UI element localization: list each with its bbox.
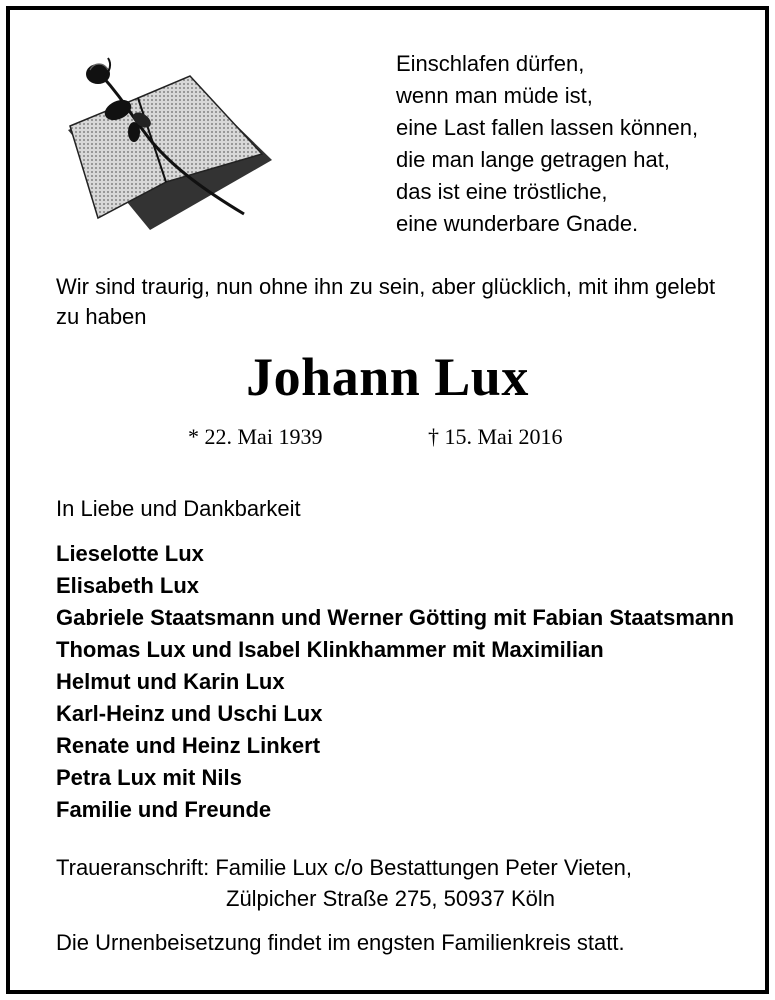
mourner: Thomas Lux und Isabel Klinkhammer mit Maximilian [56, 637, 604, 662]
mourner: Karl-Heinz und Uschi Lux [56, 701, 323, 726]
mourners-list [56, 538, 734, 826]
mourner: Elisabeth Lux [56, 573, 200, 598]
poem-line: Einschlafen dürfen, [396, 51, 585, 76]
intro-text: Wir sind traurig, nun ohne ihn zu sein, aber glücklich, mit ihm gelebt zu haben [56, 274, 716, 329]
address-line: Traueranschrift: Familie Lux c/o Bestattungen Peter Vieten, [56, 855, 632, 880]
obituary-notice [6, 6, 769, 994]
mourning-address [56, 852, 632, 914]
deceased-name: Johann Lux [246, 347, 529, 407]
death-date: † 15. Mai 2016 [428, 424, 563, 449]
poem [396, 48, 698, 240]
mourner: Gabriele Staatsmann und Werner Götting mit Fabian Staatsmann [56, 605, 735, 630]
poem-line: das ist eine tröstliche, [396, 179, 608, 204]
poem-line: eine Last fallen lassen können, [396, 115, 699, 140]
book-with-rose-icon [54, 50, 274, 240]
mourner: Familie und Freunde [56, 797, 272, 822]
mourner: Petra Lux mit Nils [56, 765, 242, 790]
mourner: Renate und Heinz Linkert [56, 733, 321, 758]
poem-line: eine wunderbare Gnade. [396, 211, 639, 236]
dedication: In Liebe und Dankbarkeit [56, 496, 301, 521]
mourner: Lieselotte Lux [56, 541, 204, 566]
mourner: Helmut und Karin Lux [56, 669, 285, 694]
address-line: Zülpicher Straße 275, 50937 Köln [226, 886, 555, 911]
poem-line: die man lange getragen hat, [396, 147, 670, 172]
birth-date: * 22. Mai 1939 [188, 424, 323, 449]
poem-line: wenn man müde ist, [396, 83, 593, 108]
burial-note: Die Urnenbeisetzung findet im engsten Familienkreis statt. [56, 930, 625, 955]
